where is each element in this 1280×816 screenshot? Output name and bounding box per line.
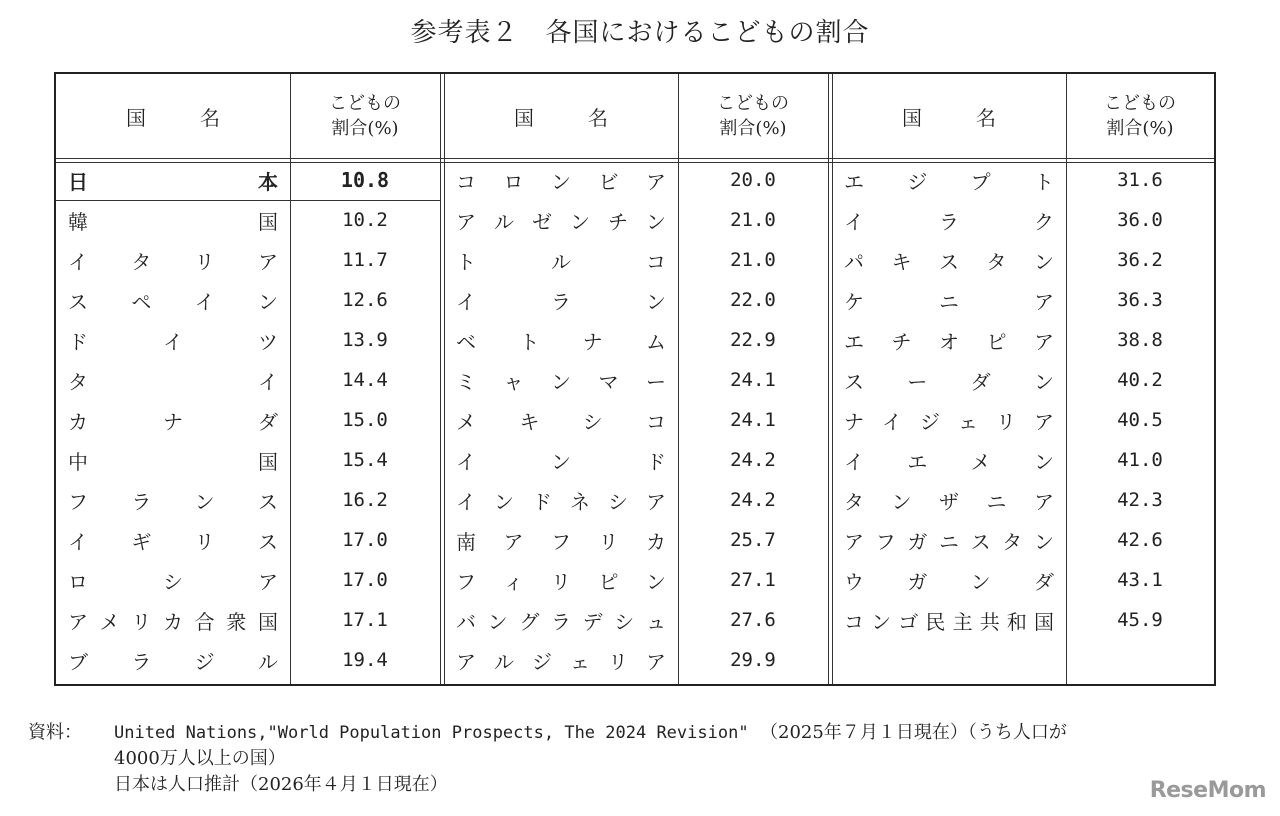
char: ナ bbox=[582, 329, 603, 354]
header-country-name bbox=[126, 74, 220, 158]
table-row-ratio: 10.2 bbox=[342, 209, 388, 231]
char: 民 bbox=[925, 609, 946, 634]
notes-line2: 4000万人以上の国） bbox=[114, 748, 286, 769]
table-row-country bbox=[456, 520, 666, 560]
char: コ bbox=[456, 169, 476, 194]
group-divider bbox=[440, 74, 445, 684]
table-row-country bbox=[844, 360, 1054, 400]
table-row-ratio: 12.6 bbox=[342, 289, 388, 311]
char: ミ bbox=[456, 369, 476, 394]
char: キ bbox=[519, 409, 540, 434]
char: ト bbox=[519, 329, 540, 354]
char: 国 bbox=[258, 209, 278, 234]
char: ギ bbox=[131, 529, 152, 554]
char: 共 bbox=[979, 609, 1000, 634]
char: ス bbox=[844, 369, 864, 394]
table-row-ratio: 36.0 bbox=[1117, 209, 1163, 231]
table-row-ratio: 42.3 bbox=[1117, 489, 1163, 511]
table-row-ratio: 25.7 bbox=[730, 529, 776, 551]
char: ラ bbox=[131, 489, 152, 514]
table-row-ratio: 15.4 bbox=[342, 449, 388, 471]
char: ガ bbox=[907, 569, 928, 594]
char: イ bbox=[68, 529, 88, 554]
table-row-ratio: 36.2 bbox=[1117, 249, 1163, 271]
char: ク bbox=[1034, 209, 1054, 234]
table-row-country bbox=[456, 600, 666, 640]
char: ア bbox=[456, 209, 476, 234]
char: リ bbox=[598, 529, 619, 554]
char: ネ bbox=[570, 489, 590, 514]
char: ウ bbox=[844, 569, 864, 594]
char: ン bbox=[646, 289, 666, 314]
table-row-ratio: 38.8 bbox=[1117, 329, 1163, 351]
char: メ bbox=[456, 409, 476, 434]
table-row-country bbox=[68, 560, 278, 600]
char: リ bbox=[996, 409, 1016, 434]
char: ピ bbox=[598, 569, 619, 594]
table-row-country bbox=[456, 240, 666, 280]
char: カ bbox=[646, 529, 666, 554]
table-row-country bbox=[456, 640, 666, 680]
table-row-ratio: 42.6 bbox=[1117, 529, 1163, 551]
char: ピ bbox=[986, 329, 1007, 354]
table-row-ratio: 24.1 bbox=[730, 409, 776, 431]
table-row-country bbox=[456, 360, 666, 400]
char: ロ bbox=[68, 569, 88, 594]
char: リ bbox=[194, 529, 215, 554]
char: ン bbox=[551, 169, 571, 194]
char: 国 bbox=[1033, 609, 1054, 634]
header-country-name bbox=[902, 74, 996, 158]
char: ジ bbox=[194, 649, 215, 674]
char: ェ bbox=[958, 409, 978, 434]
char: リ bbox=[551, 569, 571, 594]
char: 国 bbox=[258, 449, 278, 474]
char: イ bbox=[456, 449, 476, 474]
header-ratio-line1: こどもの bbox=[329, 93, 401, 114]
char: ル bbox=[257, 649, 278, 674]
char: リ bbox=[131, 609, 152, 634]
char: コ bbox=[645, 409, 666, 434]
char: カ bbox=[162, 609, 183, 634]
table-row-country bbox=[68, 600, 278, 640]
char: ト bbox=[1033, 169, 1054, 194]
table-row-country bbox=[456, 560, 666, 600]
header-ratio-line1: こどもの bbox=[717, 93, 789, 114]
char: イ bbox=[844, 449, 864, 474]
char: ア bbox=[456, 649, 476, 674]
char: リ bbox=[608, 649, 628, 674]
char: ン bbox=[570, 209, 590, 234]
char: ラ bbox=[551, 289, 571, 314]
char: イ bbox=[194, 289, 215, 314]
char: カ bbox=[68, 409, 88, 434]
char: 日 bbox=[68, 169, 88, 194]
table-row-country bbox=[456, 320, 666, 360]
char: ド bbox=[68, 329, 88, 354]
table-row-ratio: 17.1 bbox=[342, 609, 388, 631]
table-row-country bbox=[844, 520, 1054, 560]
table-row-ratio: 19.4 bbox=[342, 649, 388, 671]
char: プ bbox=[970, 169, 991, 194]
table-row-ratio: 41.0 bbox=[1117, 449, 1163, 471]
char: ン bbox=[871, 609, 892, 634]
notes-label: 資料： bbox=[28, 722, 82, 743]
char: ム bbox=[645, 329, 666, 354]
char: ン bbox=[891, 489, 912, 514]
table-row-country bbox=[844, 400, 1054, 440]
table-row-ratio: 36.3 bbox=[1117, 289, 1163, 311]
header-char: 名 bbox=[200, 105, 220, 130]
char: ン bbox=[257, 289, 278, 314]
table-row-ratio: 21.0 bbox=[730, 249, 776, 271]
table-title: 参考表２ 各国におけるこどもの割合 bbox=[410, 18, 870, 48]
char: ジ bbox=[907, 169, 928, 194]
table-row-country bbox=[844, 440, 1054, 480]
table-row-country bbox=[68, 160, 278, 200]
char: パ bbox=[844, 249, 864, 274]
table-row-country bbox=[844, 480, 1054, 520]
char: イ bbox=[882, 409, 902, 434]
table-row-ratio: 16.2 bbox=[342, 489, 388, 511]
table-row-country bbox=[844, 320, 1054, 360]
char: シ bbox=[582, 409, 603, 434]
char: ル bbox=[551, 249, 571, 274]
char: 衆 bbox=[226, 609, 247, 634]
table-row-country bbox=[456, 200, 666, 240]
table-row-country bbox=[456, 440, 666, 480]
char: ア bbox=[258, 569, 278, 594]
char: 国 bbox=[257, 609, 278, 634]
char: シ bbox=[163, 569, 183, 594]
char: ド bbox=[532, 489, 552, 514]
char: イ bbox=[456, 289, 476, 314]
table-row-country bbox=[456, 160, 666, 200]
char: ン bbox=[1033, 449, 1054, 474]
notes-line3: 日本は人口推計（2026年４月１日現在） bbox=[114, 774, 448, 795]
header-char: 国 bbox=[902, 105, 922, 130]
char: ニ bbox=[938, 529, 959, 554]
table-row-country bbox=[456, 400, 666, 440]
char: タ bbox=[1002, 529, 1023, 554]
char: ス bbox=[970, 529, 991, 554]
table-row-country bbox=[68, 640, 278, 680]
char: ン bbox=[494, 489, 514, 514]
char: ン bbox=[970, 569, 991, 594]
char: エ bbox=[907, 449, 928, 474]
char: オ bbox=[939, 329, 959, 354]
table-row-country bbox=[844, 560, 1054, 600]
char: ラ bbox=[550, 609, 571, 634]
notes-source-date: （2025年７月１日現在）（うち人口が bbox=[760, 722, 1067, 743]
char: ア bbox=[646, 169, 666, 194]
table-row-ratio: 11.7 bbox=[342, 249, 388, 271]
header-char: 名 bbox=[976, 105, 996, 130]
table-row-ratio: 21.0 bbox=[730, 209, 776, 231]
char: グ bbox=[519, 609, 540, 634]
table-row-ratio: 40.2 bbox=[1117, 369, 1163, 391]
header-char: 名 bbox=[588, 105, 608, 130]
char: イ bbox=[844, 209, 864, 234]
char: ィ bbox=[503, 569, 524, 594]
char: 主 bbox=[952, 609, 973, 634]
char: ン bbox=[551, 449, 571, 474]
group-divider bbox=[828, 74, 833, 684]
table-row-ratio: 17.0 bbox=[342, 569, 388, 591]
char: 韓 bbox=[68, 209, 88, 234]
table-row-country bbox=[844, 200, 1054, 240]
char: ス bbox=[939, 249, 959, 274]
char: タ bbox=[131, 249, 152, 274]
char: ビ bbox=[598, 169, 619, 194]
char: エ bbox=[844, 169, 864, 194]
table-row-ratio: 20.0 bbox=[730, 169, 776, 191]
char: デ bbox=[582, 609, 603, 634]
char: ニ bbox=[939, 289, 959, 314]
table-row-ratio: 24.2 bbox=[730, 449, 776, 471]
char: ナ bbox=[844, 409, 864, 434]
table-row-ratio: 24.1 bbox=[730, 369, 776, 391]
char: フ bbox=[68, 489, 88, 514]
header-country-name bbox=[514, 74, 608, 158]
table-row-country bbox=[68, 360, 278, 400]
char: ン bbox=[194, 489, 215, 514]
char: ナ bbox=[163, 409, 183, 434]
char: チ bbox=[608, 209, 628, 234]
header-ratio-line2: 割合(%) bbox=[719, 118, 787, 139]
char: タ bbox=[986, 249, 1007, 274]
char: ジ bbox=[532, 649, 552, 674]
table-row-ratio: 31.6 bbox=[1117, 169, 1163, 191]
header-ratio bbox=[1066, 74, 1214, 158]
char: ジ bbox=[920, 409, 940, 434]
table-row-country bbox=[68, 200, 278, 240]
table-row-ratio: 22.9 bbox=[730, 329, 776, 351]
char: ャ bbox=[503, 369, 524, 394]
char: ー bbox=[646, 369, 666, 394]
char: タ bbox=[68, 369, 88, 394]
children-ratio-table bbox=[54, 72, 1216, 686]
char: ゴ bbox=[898, 609, 919, 634]
table-row-country bbox=[844, 240, 1054, 280]
char: ア bbox=[503, 529, 524, 554]
char: イ bbox=[163, 329, 183, 354]
table-row-ratio: 45.9 bbox=[1117, 609, 1163, 631]
char: バ bbox=[456, 609, 476, 634]
char: ド bbox=[646, 449, 666, 474]
table-row-ratio: 43.1 bbox=[1117, 569, 1163, 591]
char: ュ bbox=[645, 609, 666, 634]
char: ル bbox=[494, 649, 514, 674]
header-char: 国 bbox=[126, 105, 146, 130]
header-ratio-line2: 割合(%) bbox=[1106, 118, 1174, 139]
char: フ bbox=[456, 569, 476, 594]
char: ロ bbox=[503, 169, 524, 194]
table-row-ratio: 24.2 bbox=[730, 489, 776, 511]
char: シ bbox=[614, 609, 635, 634]
char: ブ bbox=[68, 649, 88, 674]
char: ア bbox=[1034, 409, 1054, 434]
char: キ bbox=[891, 249, 912, 274]
char: ル bbox=[494, 209, 514, 234]
char: ン bbox=[551, 369, 571, 394]
char: 和 bbox=[1006, 609, 1027, 634]
char: ダ bbox=[1033, 569, 1054, 594]
table-row-ratio: 17.0 bbox=[342, 529, 388, 551]
char: ア bbox=[257, 249, 278, 274]
table-row-country bbox=[844, 600, 1054, 640]
char: ア bbox=[646, 489, 666, 514]
char: ス bbox=[257, 489, 278, 514]
header-ratio-line1: こどもの bbox=[1104, 93, 1176, 114]
table-row-country bbox=[68, 480, 278, 520]
char: ペ bbox=[131, 289, 152, 314]
table-row-ratio: 22.0 bbox=[730, 289, 776, 311]
char: ア bbox=[646, 649, 666, 674]
char: タ bbox=[844, 489, 864, 514]
table-row-country bbox=[68, 240, 278, 280]
char: ラ bbox=[131, 649, 152, 674]
char: メ bbox=[99, 609, 120, 634]
table-row-country bbox=[68, 280, 278, 320]
char: リ bbox=[194, 249, 215, 274]
char: ス bbox=[257, 529, 278, 554]
header-char: 国 bbox=[514, 105, 534, 130]
char: ガ bbox=[907, 529, 928, 554]
header-ratio bbox=[290, 74, 440, 158]
table-row-country bbox=[68, 440, 278, 480]
char: イ bbox=[68, 249, 88, 274]
char: ン bbox=[1033, 369, 1054, 394]
table-row-country bbox=[68, 320, 278, 360]
char: メ bbox=[970, 449, 991, 474]
table-row-country bbox=[456, 480, 666, 520]
char: コ bbox=[844, 609, 864, 634]
char: イ bbox=[258, 369, 278, 394]
char: ア bbox=[1034, 289, 1054, 314]
char: ゼ bbox=[532, 209, 552, 234]
char: コ bbox=[646, 249, 666, 274]
char: フ bbox=[551, 529, 571, 554]
notes-source-title: United Nations,"World Population Prospects, The 2024 Revision" bbox=[114, 723, 749, 743]
char: ト bbox=[456, 249, 476, 274]
resemom-logo: ReseMom bbox=[1149, 778, 1266, 803]
char: ン bbox=[646, 569, 666, 594]
char: 合 bbox=[194, 609, 215, 634]
char: ア bbox=[1034, 489, 1054, 514]
char: ン bbox=[1033, 529, 1054, 554]
table-row-ratio: 13.9 bbox=[342, 329, 388, 351]
char: 中 bbox=[68, 449, 88, 474]
char: ン bbox=[1034, 249, 1054, 274]
char: ス bbox=[68, 289, 88, 314]
table-row-ratio: 27.6 bbox=[730, 609, 776, 631]
table-row-ratio: 10.8 bbox=[340, 168, 390, 192]
char: 本 bbox=[258, 169, 278, 194]
table-row-country bbox=[844, 160, 1054, 200]
table-row-country bbox=[844, 280, 1054, 320]
char: マ bbox=[598, 369, 619, 394]
table-row-country bbox=[68, 520, 278, 560]
char: エ bbox=[844, 329, 864, 354]
char: ダ bbox=[970, 369, 991, 394]
notes-body bbox=[114, 720, 1214, 798]
table-row-country bbox=[456, 280, 666, 320]
table-row-ratio: 29.9 bbox=[730, 649, 776, 671]
char: ー bbox=[907, 369, 928, 394]
char: チ bbox=[891, 329, 912, 354]
char: ア bbox=[1034, 329, 1054, 354]
char: 南 bbox=[456, 529, 476, 554]
char: ザ bbox=[939, 489, 959, 514]
char: イ bbox=[456, 489, 476, 514]
char: ニ bbox=[986, 489, 1007, 514]
char: ツ bbox=[258, 329, 278, 354]
char: シ bbox=[608, 489, 628, 514]
table-row-country bbox=[68, 400, 278, 440]
char: ア bbox=[844, 529, 864, 554]
char: フ bbox=[875, 529, 896, 554]
table-row-ratio: 27.1 bbox=[730, 569, 776, 591]
char: ン bbox=[487, 609, 508, 634]
header-ratio-line2: 割合(%) bbox=[331, 118, 399, 139]
char: ケ bbox=[844, 289, 864, 314]
table-row-ratio: 15.0 bbox=[342, 409, 388, 431]
char: ダ bbox=[258, 409, 278, 434]
char: ン bbox=[646, 209, 666, 234]
char: ア bbox=[68, 609, 88, 634]
header-ratio bbox=[678, 74, 828, 158]
table-row-ratio: 40.5 bbox=[1117, 409, 1163, 431]
char: ラ bbox=[939, 209, 959, 234]
char: ェ bbox=[570, 649, 590, 674]
table-row-ratio: 14.4 bbox=[342, 369, 388, 391]
char: ベ bbox=[456, 329, 476, 354]
